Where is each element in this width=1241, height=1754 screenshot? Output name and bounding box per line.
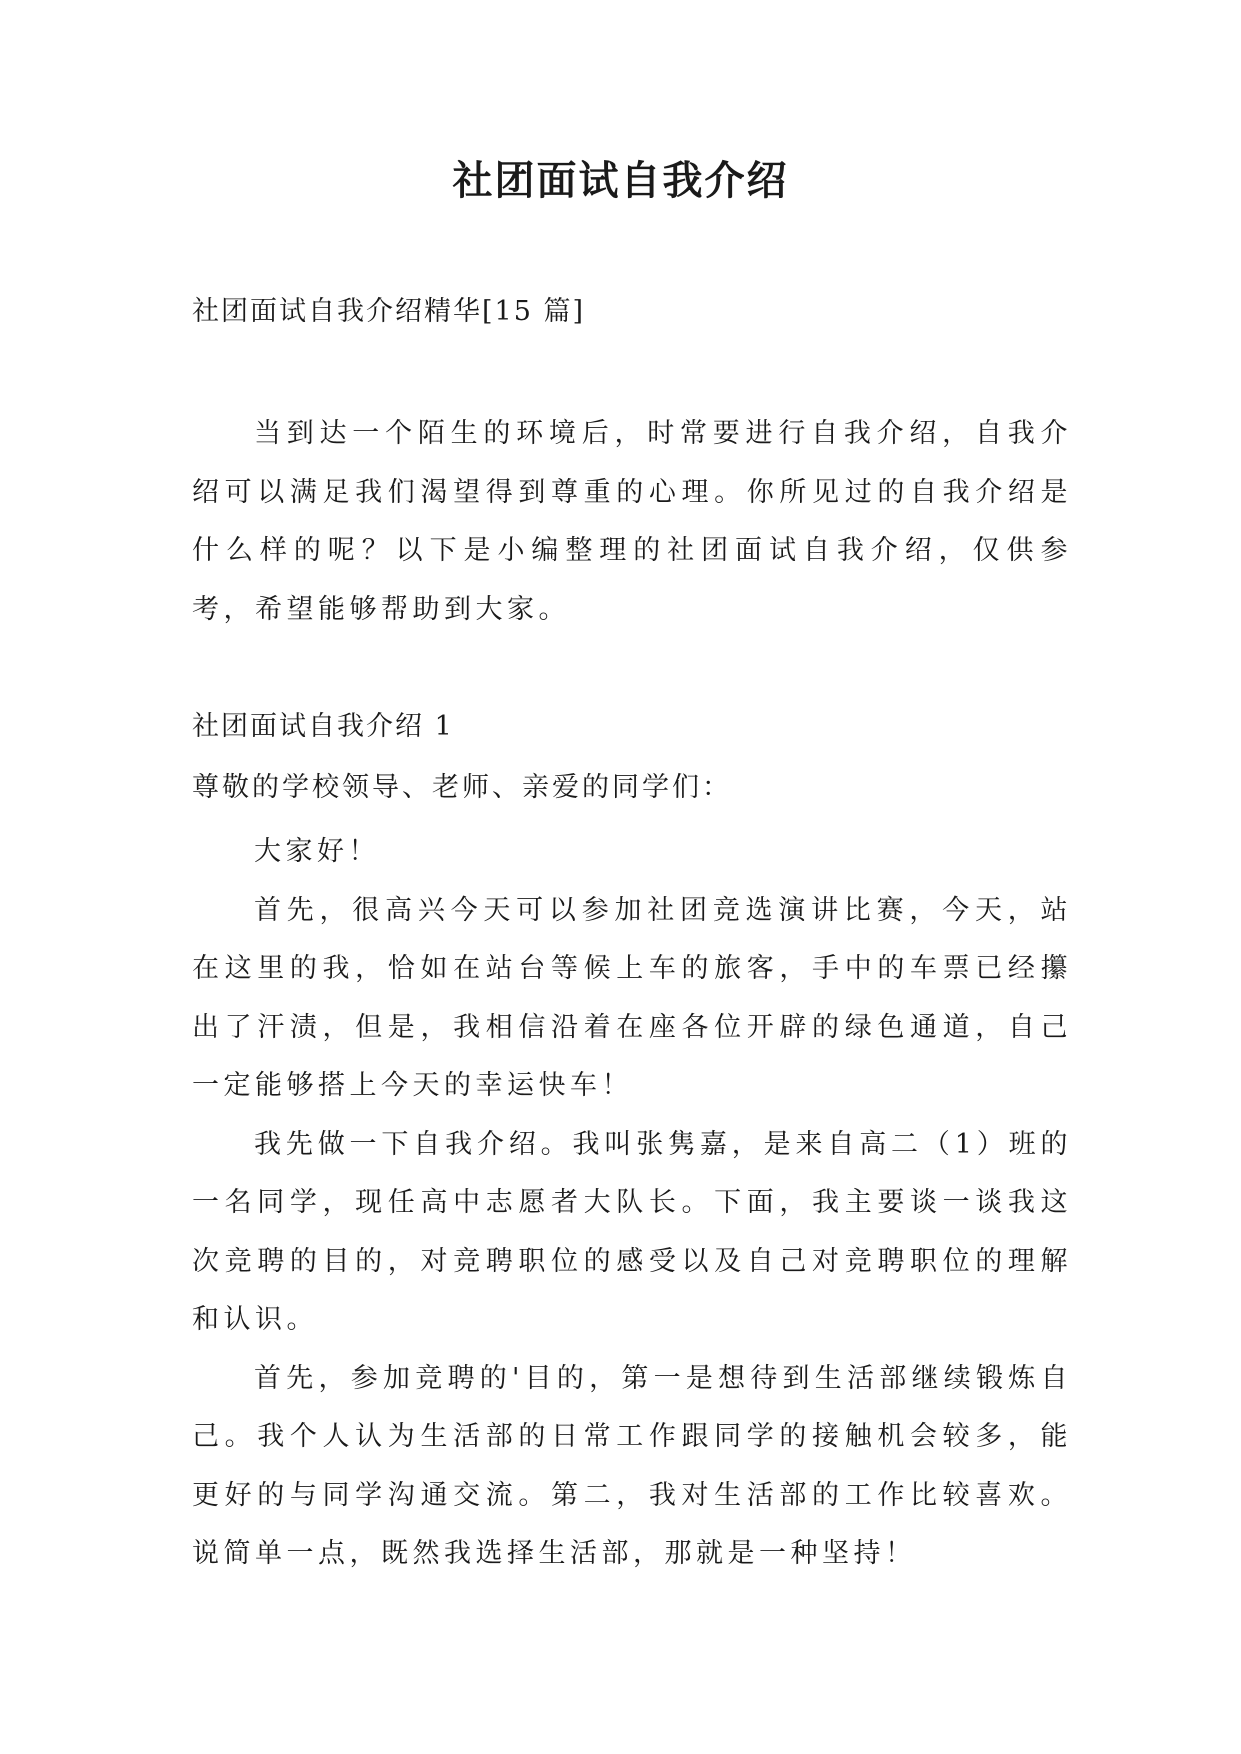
speech-paragraph-purpose: 首先，参加竞聘的'目的，第一是想待到生活部继续锻炼自己。我个人认为生活部的日常工作跟同学的接触机会较多，能更好的与同学沟通交流。第二，我对生活部的工作比较喜欢。说简单一点，既然我选择生活部，那就是一种坚持！ xyxy=(192,1362,1072,1569)
speech-paragraph-opening: 首先，很高兴今天可以参加社团竞选演讲比赛，今天，站在这里的我，恰如在站台等候上车的旅客，手中的车票已经攥出了汗渍，但是，我相信沿着在座各位开辟的绿色通道，自己一定能够搭上今天的幸运快车！ xyxy=(192,894,1072,1101)
intro-paragraph: 当到达一个陌生的环境后，时常要进行自我介绍，自我介绍可以满足我们渴望得到尊重的心理。你所见过的自我介绍是什么样的呢？以下是小编整理的社团面试自我介绍，仅供参考，希望能够帮助到大家。 xyxy=(192,418,1072,625)
speech-paragraph-greeting: 大家好！ xyxy=(254,836,380,867)
section-heading: 社团面试自我介绍 1 xyxy=(192,711,454,742)
document-subtitle: 社团面试自我介绍精华[15 篇] xyxy=(192,296,586,327)
document-title: 社团面试自我介绍 xyxy=(452,157,789,204)
speech-body xyxy=(192,823,1072,1584)
speech-paragraph-self-intro: 我先做一下自我介绍。我叫张隽嘉，是来自高二（1）班的一名同学，现任高中志愿者大队长。下面，我主要谈一谈我这次竞聘的目的，对竞聘职位的感受以及自己对竞聘职位的理解和认识。 xyxy=(192,1128,1072,1335)
salutation-line: 尊敬的学校领导、老师、亲爱的同学们： xyxy=(192,772,732,803)
